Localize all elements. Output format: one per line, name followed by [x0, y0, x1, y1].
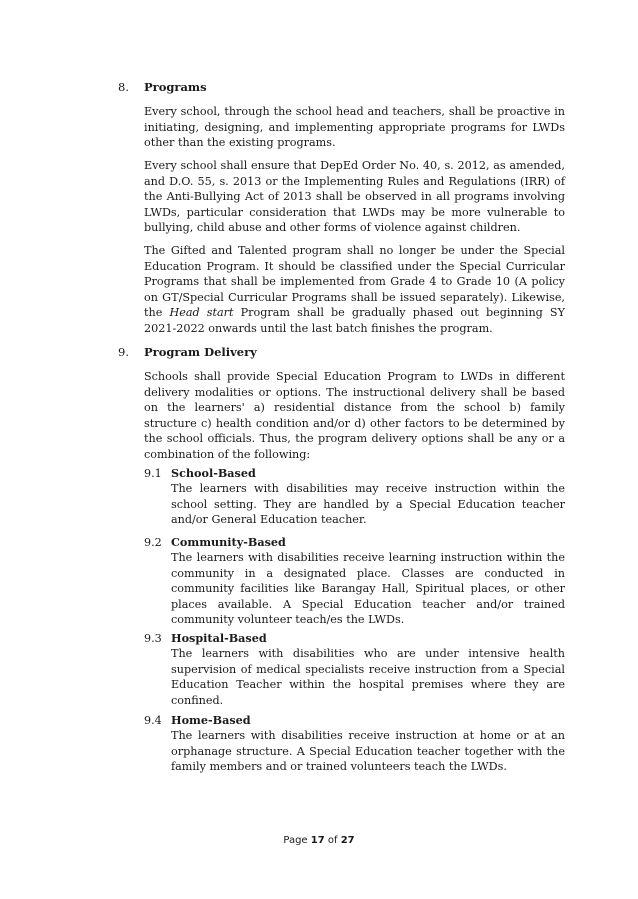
page-footer	[0, 835, 638, 846]
paragraph-text: The Gifted and Talented program shall no longer be under the Special Education Program. It should be classified under the Special Curricular Programs that shall be implemented from Grade 4 to Grade 10 (A policy on GT/Special Curricular Programs shall be issued separately). Likewise, the	[144, 244, 565, 319]
paragraph: Schools shall provide Special Education Program to LWDs in different delivery modalities or options. The instructional delivery shall be based on the learners' a) residential distance from the school b) family structure c) health condition and/or d) other factors to be determined by the school officials. Thus, the program delivery options shall be any or a combination of the following:	[144, 370, 565, 461]
subsection-title: Community-Based	[171, 535, 286, 549]
emphasis-text: Head start	[169, 306, 234, 319]
subsection-number: 9.3	[144, 632, 162, 645]
subsection-heading	[144, 466, 256, 480]
subsection-heading	[144, 631, 267, 645]
subsection-heading	[144, 535, 286, 549]
subsection-text: The learners with disabilities who are under intensive health supervision of medical specialists receive instruction from a Special Education Teacher within the hospital premises where they are confined.	[171, 647, 565, 707]
subsection-number: 9.1	[144, 467, 162, 480]
section-title: Program Delivery	[144, 345, 257, 359]
section-number: 8.	[118, 80, 129, 94]
page-current: 17	[310, 835, 325, 846]
subsection-text: The learners with disabilities receive instruction at home or at an orphanage structure. A Special Education teacher together with the family members and or trained volunteers teach the LWDs.	[171, 729, 565, 773]
paragraph: Every school, through the school head and teachers, shall be proactive in initiating, designing, and implementing appropriate programs for LWDs other than the existing programs.	[144, 105, 565, 149]
subsection-text: The learners with disabilities receive learning instruction within the community in a designated place. Classes are conducted in community facilities like Barangay Hall, Spiritual places, or other places available. A Special Education teacher and/or trained community volunteer teach/es the LWDs.	[171, 551, 565, 626]
section-title: Programs	[144, 80, 207, 94]
subsection-number: 9.4	[144, 714, 162, 727]
subsection-title: Home-Based	[171, 713, 251, 727]
subsection-heading	[144, 713, 251, 727]
section-number: 9.	[118, 345, 129, 359]
subsection-title: Hospital-Based	[171, 631, 267, 645]
paragraph-text: Program shall be gradually phased out beginning SY 2021-2022 onwards until the last batch finishes the program.	[144, 306, 565, 335]
paragraph	[144, 243, 565, 336]
footer-prefix: Page	[283, 835, 311, 846]
subsection-number: 9.2	[144, 536, 162, 549]
subsection-text: The learners with disabilities may receive instruction within the school setting. They are handled by a Special Education teacher and/or General Education teacher.	[171, 482, 565, 526]
paragraph: Every school shall ensure that DepEd Order No. 40, s. 2012, as amended, and D.O. 55, s. 2013 or the Implementing Rules and Regulations (IRR) of the Anti-Bullying Act of 2013 shall be observed in all programs involving LWDs, particular consideration that LWDs may be more vulnerable to bullying, child abuse and other forms of violence against children.	[144, 159, 565, 234]
footer-separator: of	[324, 835, 341, 846]
page-total: 27	[340, 835, 355, 846]
subsection-title: School-Based	[171, 466, 256, 480]
